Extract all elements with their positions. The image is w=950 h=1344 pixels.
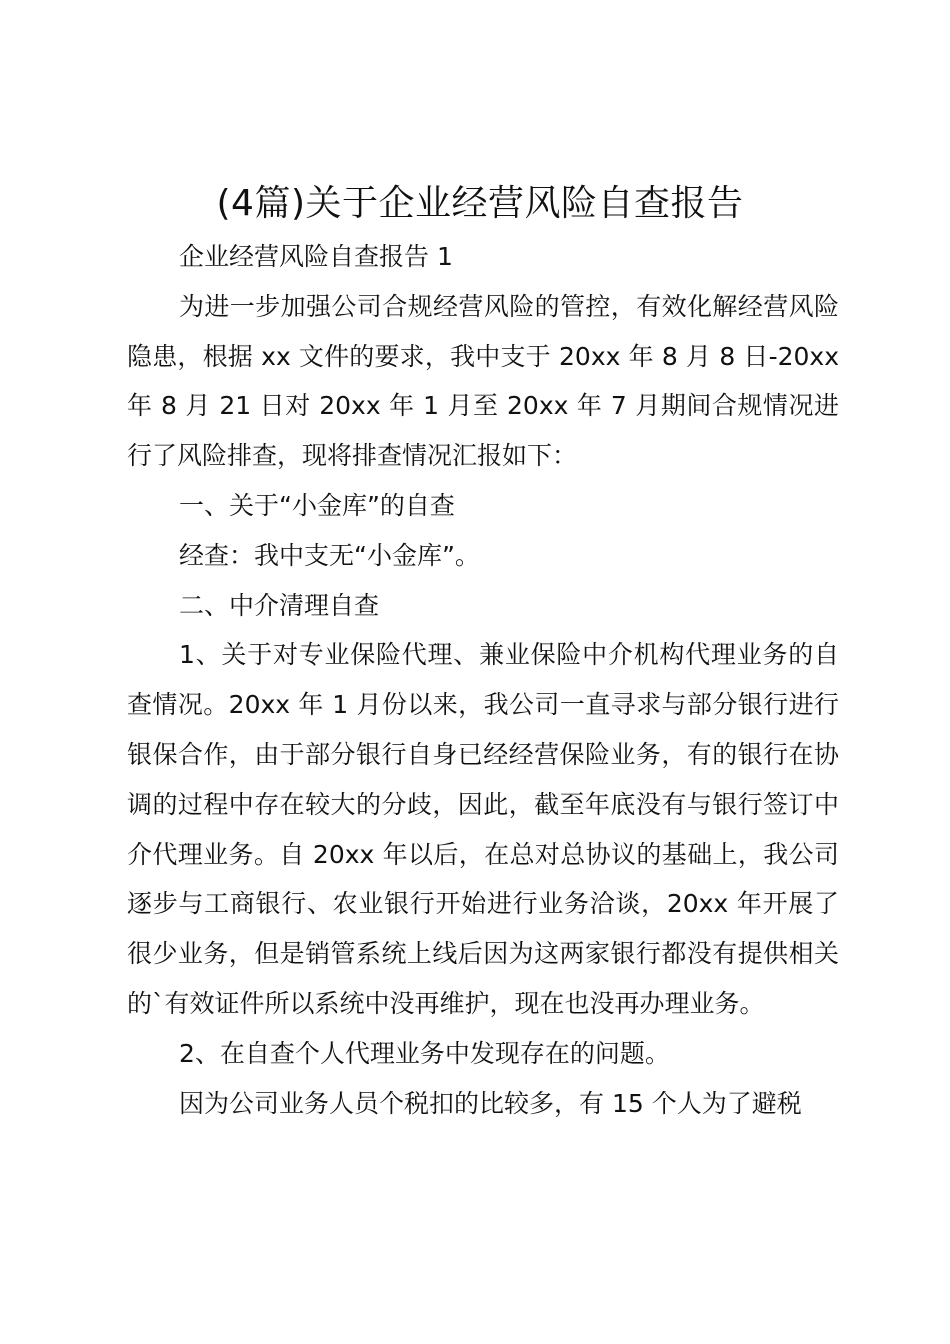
- body-paragraph-item-1: 1、关于对专业保险代理、兼业保险中介机构代理业务的自查情况。20xx 年 1 月份以来，我公司一直寻求与部分银行进行银保合作，由于部分银行自身已经经营保险业务，有的银行在协调的过程中存在较大的分歧，因此，截至年底没有与银行签订中介代理业务。自 20xx 年以后，在总对总协议的基础上，我公司逐步与工商银行、农业银行开始进行业务洽谈，20xx 年开展了很少业务，但是销管系统上线后因为这两家银行都没有提供相关的`有效证件所以系统中没再维护，现在也没再办理业务。: [127, 640, 839, 1018]
- finding-paragraph: 经查：我中支无“小金库”。: [179, 540, 480, 570]
- section-heading-report-1: 企业经营风险自查报告 1: [179, 242, 453, 271]
- intro-paragraph: 为进一步加强公司合规经营风险的管控，有效化解经营风险隐患，根据 xx 文件的要求，我中支于 20xx 年 8 月 8 日-20xx 年 8 月 21 日对 20xx 年 1 月至 20xx 年 7 月期间合规情况进行了风险排查，现将排查情况汇报如下：: [127, 291, 839, 471]
- section-heading-small-treasury: 一、关于“小金库”的自查: [179, 490, 455, 520]
- document-body: [127, 232, 839, 1128]
- body-paragraph-tax: 因为公司业务人员个税扣的比较多，有 15 个人为了避税: [179, 1088, 802, 1118]
- document-title: (4篇)关于企业经营风险自查报告: [216, 183, 744, 224]
- section-heading-intermediary: 二、中介清理自查: [179, 590, 380, 620]
- body-paragraph-item-2: 2、在自查个人代理业务中发现存在的问题。: [179, 1038, 670, 1068]
